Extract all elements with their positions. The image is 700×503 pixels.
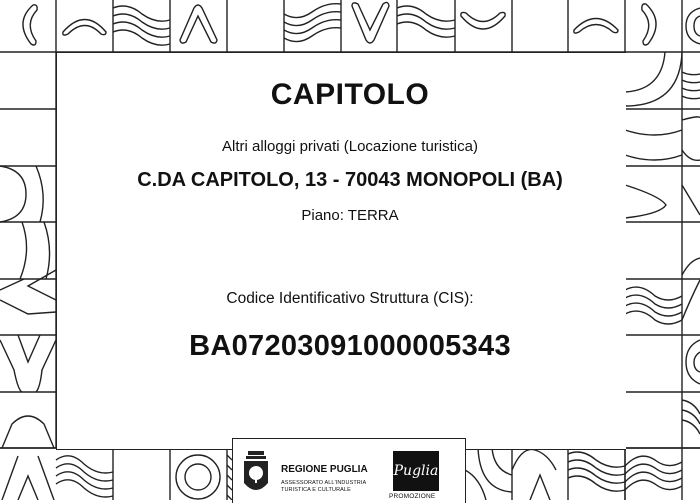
- footer-logos: [232, 438, 466, 503]
- region-name: REGIONE PUGLIA: [281, 464, 368, 475]
- cis-code: BA07203091000005343: [189, 330, 511, 362]
- top-border-tiles: [0, 0, 700, 52]
- cis-label: Codice Identificativo Struttura (CIS):: [226, 290, 474, 307]
- property-category: Altri alloggi privati (Locazione turistica): [222, 138, 478, 155]
- property-address: C.DA CAPITOLO, 13 - 70043 MONOPOLI (BA): [137, 169, 563, 191]
- department-line-2: TURISTICA E CULTURALE: [281, 487, 351, 493]
- property-name: CAPITOLO: [270, 78, 430, 111]
- region-crest-icon: [243, 451, 269, 497]
- property-floor: Piano: TERRA: [301, 207, 399, 224]
- left-border-tiles: [0, 52, 56, 500]
- department-line-1: ASSESSORATO ALL'INDUSTRIA: [281, 480, 367, 486]
- puglia-brand-logo: Puglia: [393, 451, 439, 491]
- puglia-brand-sub: PROMOZIONE: [389, 493, 436, 500]
